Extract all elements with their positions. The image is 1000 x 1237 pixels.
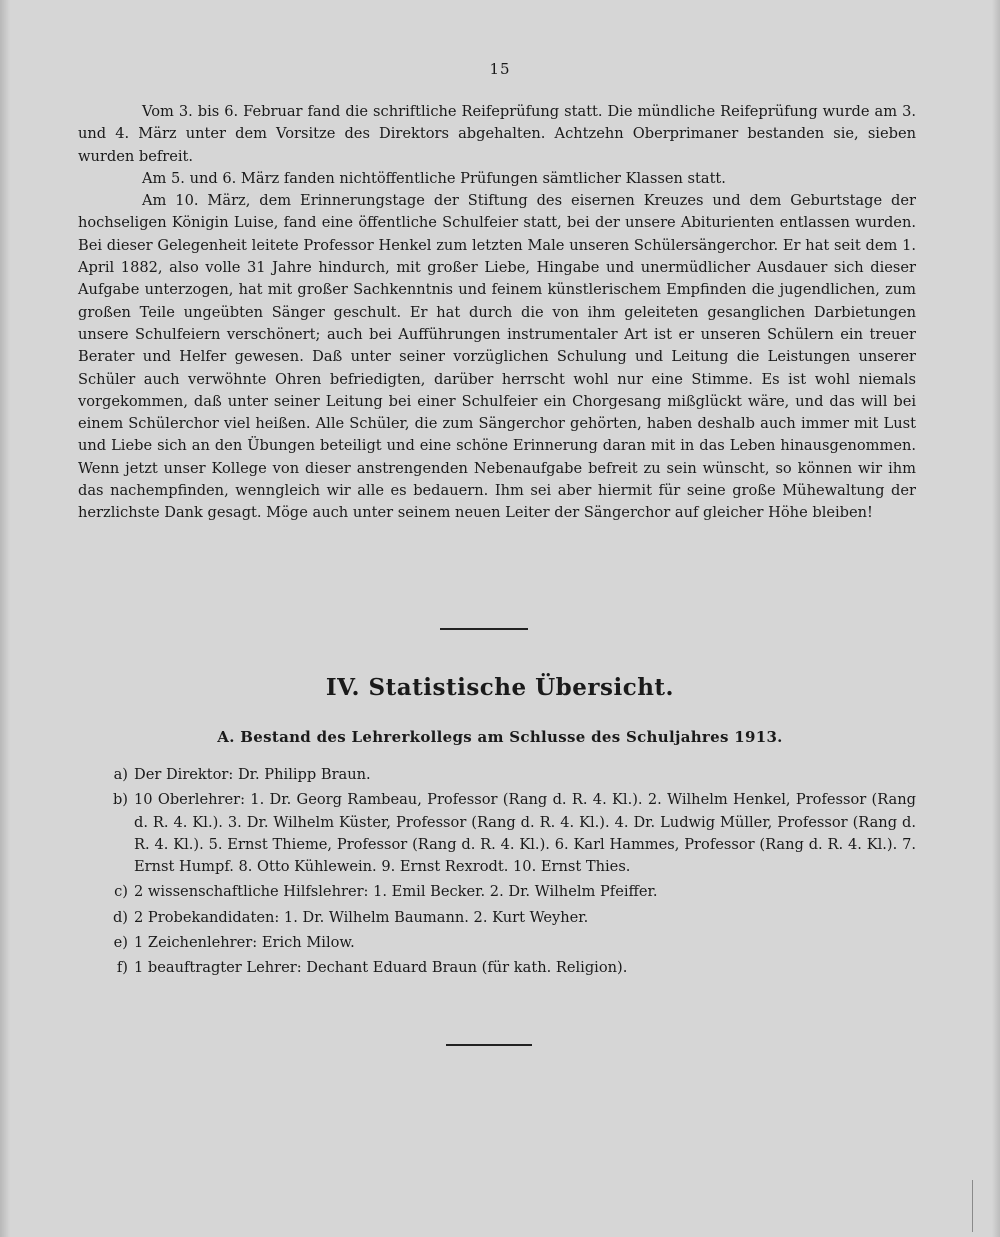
staff-item bbox=[96, 881, 916, 903]
staff-list bbox=[96, 764, 916, 983]
staff-item-text: 1 beauftragter Lehrer: Dechant Eduard Braun (für kath. Religion). bbox=[134, 959, 628, 977]
staff-item bbox=[96, 907, 916, 929]
paragraph-class-exams: Am 5. und 6. März fanden nichtöffentliche Prüfungen sämtlicher Klassen statt. bbox=[142, 169, 726, 187]
staff-item-text: Der Direktor: Dr. Philipp Braun. bbox=[134, 766, 371, 783]
sub-heading: A. Bestand des Lehrerkollegs am Schlusse des Schuljahres 1913. bbox=[217, 728, 783, 746]
paragraph-exams: Vom 3. bis 6. Februar fand die schriftliche Reifeprüfung statt. Die mündliche Reifeprüfung wurde am 3. und 4. März unter dem Vorsitze des Direktors abgehalten. Achtzehn Oberprimaner bestanden sie, sieben wurden befreit. bbox=[78, 103, 916, 165]
page-edge-right bbox=[992, 0, 1000, 1237]
staff-item bbox=[96, 957, 916, 979]
staff-item-label: e) bbox=[113, 934, 128, 952]
section-heading: IV. Statistische Übersicht. bbox=[325, 674, 675, 701]
staff-item-label: a) bbox=[113, 766, 128, 783]
staff-item-text: 1 Zeichenlehrer: Erich Milow. bbox=[134, 934, 355, 952]
staff-item bbox=[96, 789, 916, 878]
staff-item-label: f) bbox=[116, 959, 128, 977]
staff-item bbox=[96, 932, 916, 954]
end-rule bbox=[446, 1044, 532, 1046]
staff-item-text: 2 wissenschaftliche Hilfslehrer: 1. Emil Becker. 2. Dr. Wilhelm Pfeiffer. bbox=[134, 883, 658, 901]
separator-rule bbox=[440, 628, 528, 630]
margin-mark bbox=[972, 1180, 973, 1232]
staff-item-label: b) bbox=[112, 791, 128, 809]
staff-item-label: c) bbox=[114, 883, 128, 901]
staff-item-text: 2 Probekandidaten: 1. Dr. Wilhelm Baumann. 2. Kurt Weyher. bbox=[134, 908, 589, 926]
page-edge-left bbox=[0, 0, 10, 1237]
paragraph-school-celebration: Am 10. März, dem Erinnerungstage der Stiftung des eisernen Kreuzes und dem Geburtstage der hochseligen Königin Luise, fand eine öffentliche Schulfeier statt, bei der unsere Abiturienten entlassen wurden. Bei dieser Gelegenheit leitete Professor Henkel zum letzten Male unseren Schülersängerchor. Er hat seit dem 1. April 1882, also volle 31 Jahre hindurch, mit großer Liebe, Hingabe und unermüdlicher Ausdauer sich dieser Aufgabe unterzogen, hat mit großer Sachkenntnis und feinem künstlerischem Empfinden die jugendlichen, zum großen Teile ungeübten Sänger geschult. Er hat durch die von ihm geleiteten gesanglichen Darbietungen unsere Schulfeiern verschönert; auch bei Aufführungen instrumentaler Art ist er unseren Schülern ein treuer Berater und Helfer gewesen. Daß unter seiner vorzüglichen Schulung und Leitung die Leistungen unserer Schüler auch verwöhnte Ohren befriedigten, darüber herrscht wohl nur eine Stimme. Es ist wohl niemals vorgekommen, daß unter seiner Leitung bei einer Schulfeier ein Chorgesang mißglückt wäre, und das will bei einem Schülerchor viel heißen. Alle Schüler, die zum Sängerchor gehörten, haben deshalb auch immer mit Lust und Liebe sich an den Übungen beteiligt und eine schöne Erinnerung daran mit in das Leben hinausgenommen. Wenn jetzt unser Kollege von dieser anstrengenden Nebenaufgabe befreit zu sein wünscht, so können wir ihm das nachempfinden, wenngleich wir alle es bedauern. Ihm sei aber hiermit für seine große Mühewaltung der herzlichste Dank gesagt. Möge auch unter seinem neuen Leiter der Sängerchor auf gleicher Höhe bleiben! bbox=[78, 192, 916, 522]
staff-item-label: d) bbox=[112, 908, 128, 926]
body-text bbox=[78, 101, 916, 525]
page-number: 15 bbox=[489, 60, 511, 78]
staff-item bbox=[96, 764, 916, 786]
staff-item-text: 10 Oberlehrer: 1. Dr. Georg Rambeau, Professor (Rang d. R. 4. Kl.). 2. Wilhelm Henkel, Professor (Rang d. R. 4. Kl.). 3. Dr. Wilhelm Küster, Professor (Rang d. R. 4. Kl.). 4. Dr. Ludwig Müller, Professor (Rang d. R. 4. Kl.). 5. Ernst Thieme, Professor (Rang d. R. 4. Kl.). 6. Karl Hammes, Professor (Rang d. R. 4. Kl.). 7. Ernst Humpf. 8. Otto Kühlewein. 9. Ernst Rexrodt. 10. Ernst Thies. bbox=[134, 791, 916, 876]
